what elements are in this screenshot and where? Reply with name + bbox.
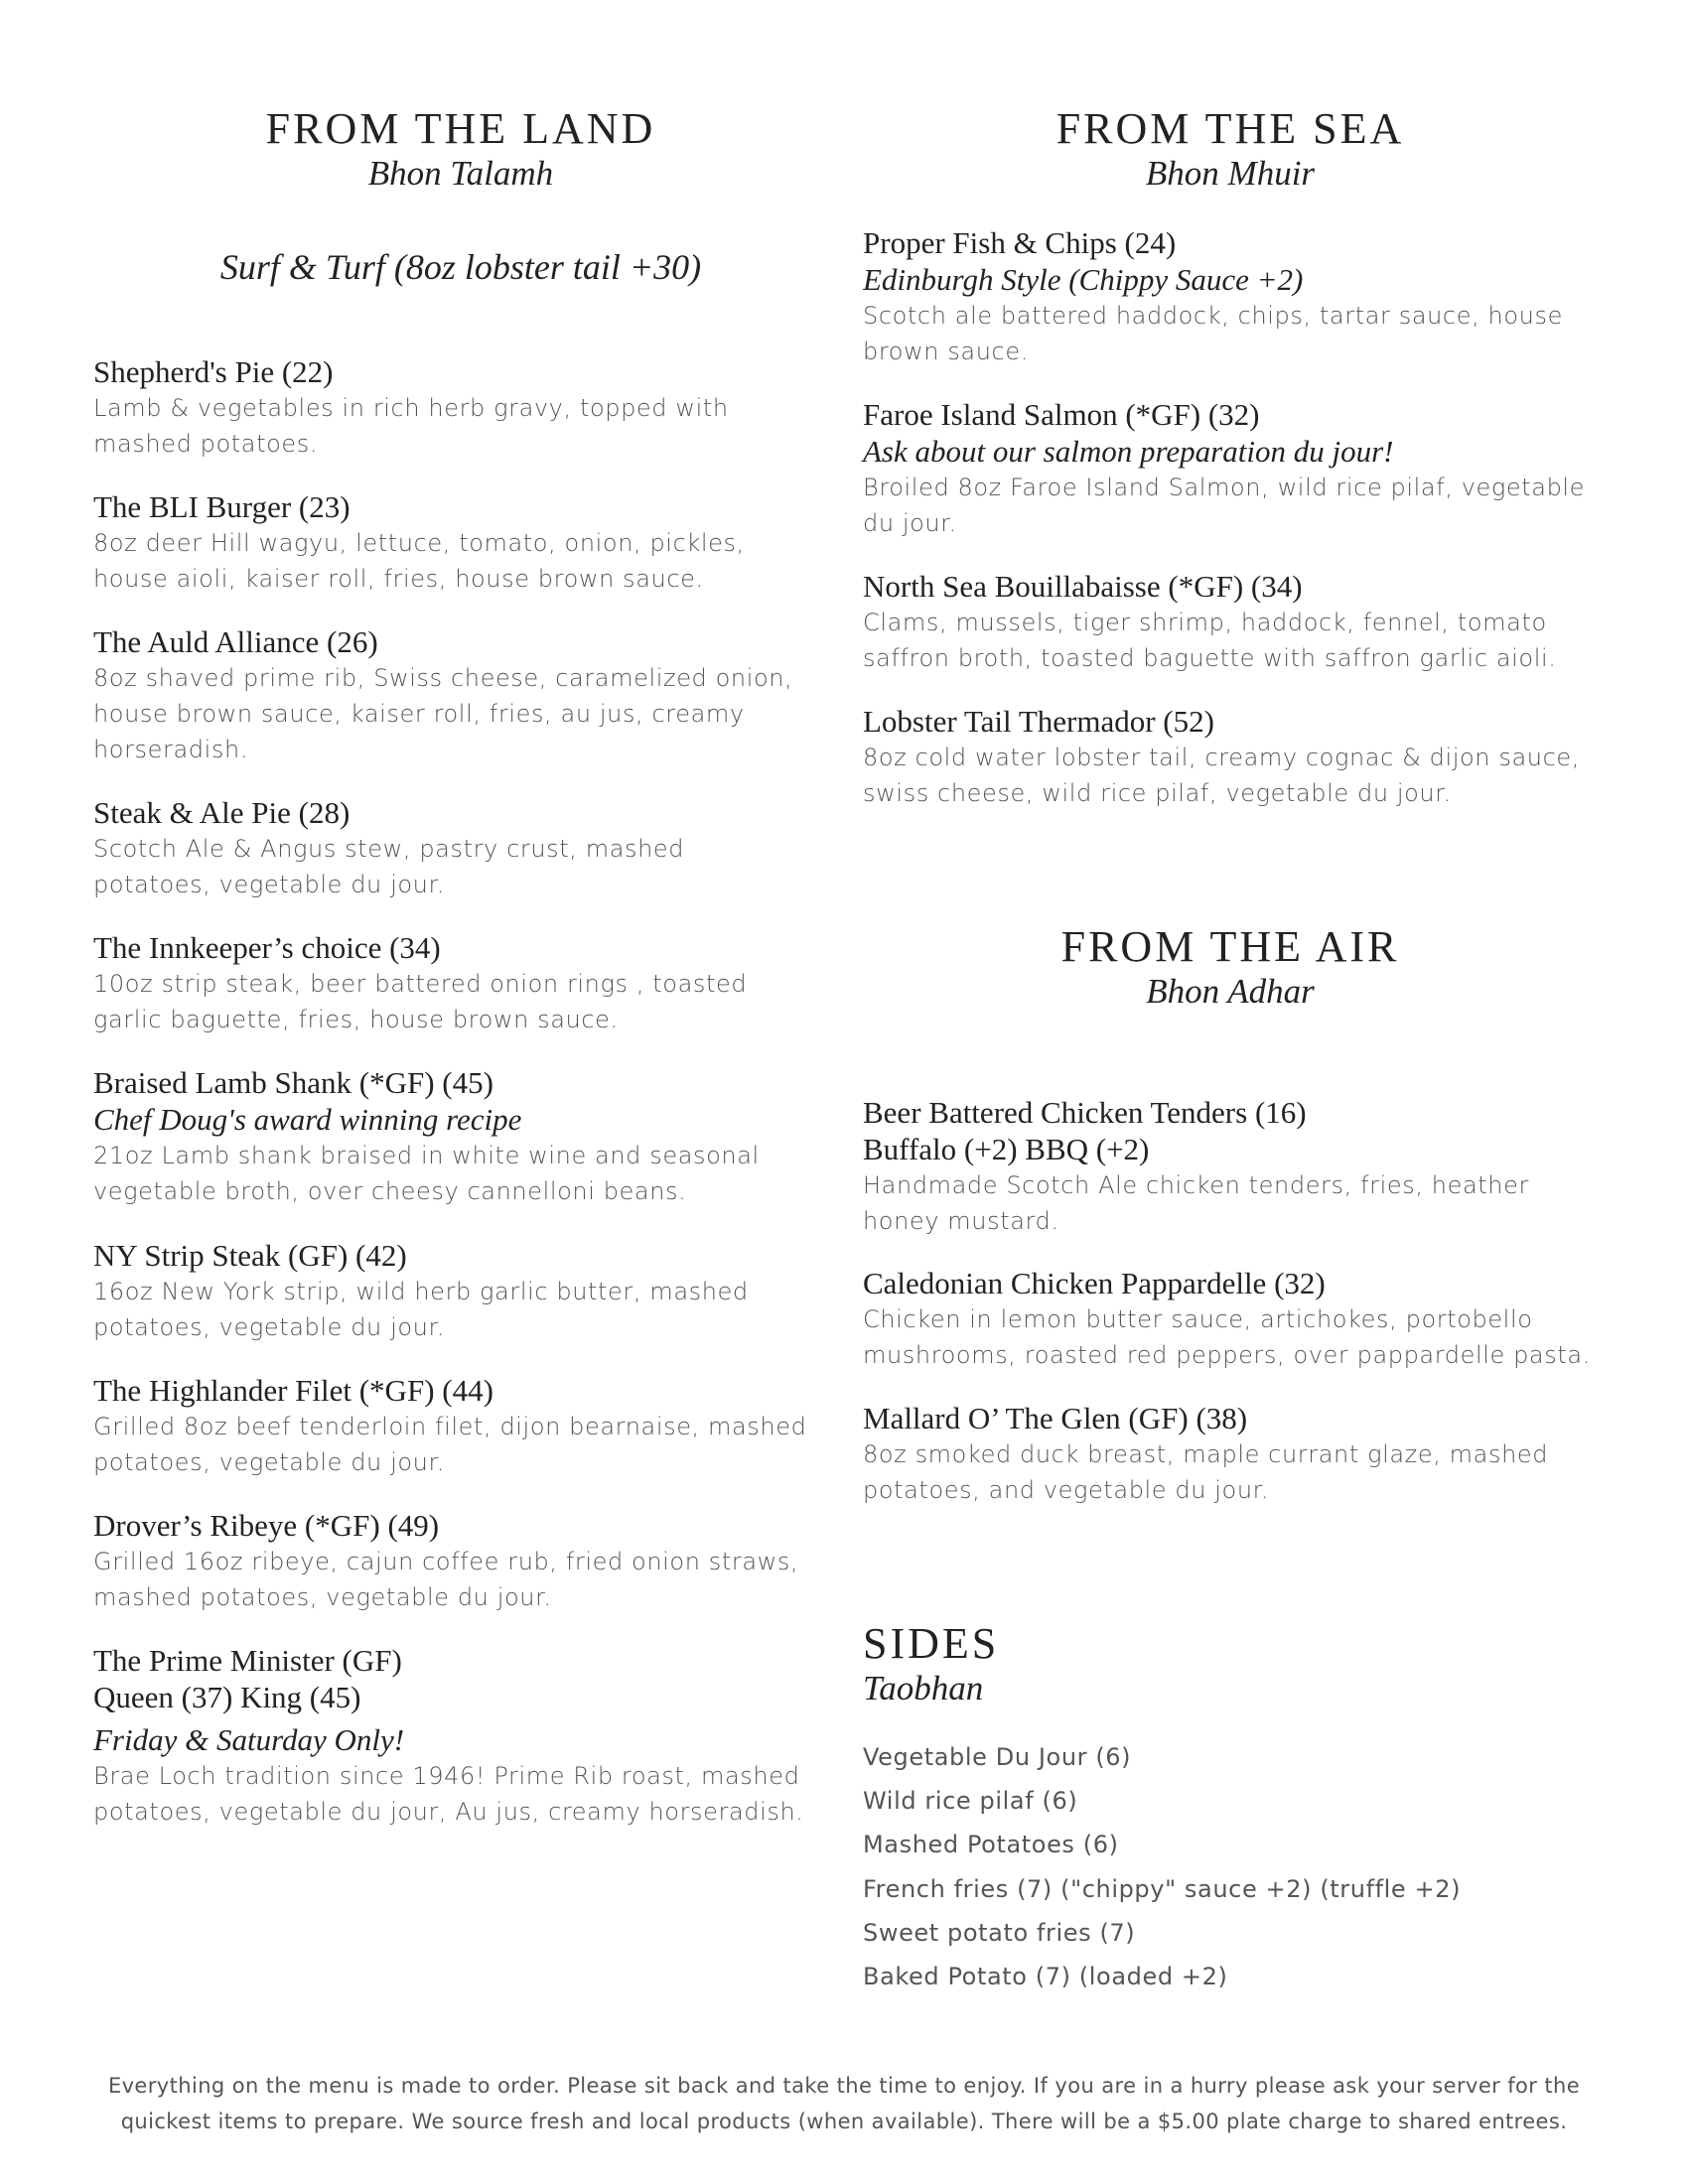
item-name: Steak & Ale Pie (28) <box>93 795 351 830</box>
item-name: Drover’s Ribeye (*GF) (49) <box>93 1508 440 1543</box>
item-description: 10oz strip steak, beer battered onion rings , toasted garlic baguette, fries, house brown sauce. <box>93 970 748 1033</box>
menu-item-highlander-filet <box>93 1372 808 1480</box>
menu-item-steak-ale-pie <box>93 794 808 902</box>
item-description: Handmade Scotch Ale chicken tenders, fries, heather honey mustard. <box>863 1171 1529 1235</box>
item-name: The Prime Minister (GF) <box>93 1643 402 1678</box>
item-note: Edinburgh Style (Chippy Sauce +2) <box>863 262 1304 297</box>
menu-item-shepherds-pie <box>93 353 808 462</box>
menu-item-chicken-tenders <box>863 1094 1598 1239</box>
item-description: 16oz New York strip, wild herb garlic butter, mashed potatoes, vegetable du jour. <box>93 1278 749 1341</box>
item-size-prices: Queen (37) King (45) <box>93 1680 361 1714</box>
item-note: Chef Doug's award winning recipe <box>93 1102 522 1137</box>
item-description: Scotch ale battered haddock, chips, tartar sauce, house brown sauce. <box>863 302 1563 365</box>
menu-item-north-sea-bouillabaisse <box>863 568 1598 676</box>
item-description: 8oz smoked duck breast, maple currant glaze, mashed potatoes, and vegetable du jour. <box>863 1440 1549 1504</box>
sea-section-header <box>863 105 1598 195</box>
air-subtitle: Bhon Adhar <box>1146 972 1315 1012</box>
item-name: Braised Lamb Shank (*GF) (45) <box>93 1065 493 1100</box>
item-description: Brae Loch tradition since 1946! Prime Rib roast, mashed potatoes, vegetable du jour, Au jus, creamy horseradish. <box>93 1762 804 1826</box>
item-note: Ask about our salmon preparation du jour! <box>863 434 1394 469</box>
side-item-mashed-potatoes: Mashed Potatoes (6) <box>863 1831 1119 1858</box>
footer-line-1: Everything on the menu is made to order. Please sit back and take the time to enjoy. If you are in a hurry please ask your server for the <box>107 2074 1581 2098</box>
item-name: The Auld Alliance (26) <box>93 624 378 659</box>
item-description: Grilled 8oz beef tenderloin filet, dijon bearnaise, mashed potatoes, vegetable du jour. <box>93 1413 807 1476</box>
item-description: Lamb & vegetables in rich herb gravy, topped with mashed potatoes. <box>93 394 729 458</box>
item-description: Grilled 16oz ribeye, cajun coffee rub, fried onion straws, mashed potatoes, vegetable du jour. <box>93 1548 799 1611</box>
footer-note <box>99 2068 1589 2139</box>
item-name: Shepherd's Pie (22) <box>93 354 334 389</box>
side-item-vegetable-du-jour: Vegetable Du Jour (6) <box>863 1743 1132 1771</box>
sides-title: SIDES <box>863 1619 1000 1668</box>
sea-title: FROM THE SEA <box>1055 104 1405 153</box>
item-name: The BLI Burger (23) <box>93 489 351 524</box>
land-section-header <box>93 105 828 195</box>
item-name: Lobster Tail Thermador (52) <box>863 704 1214 739</box>
item-name: The Innkeeper’s choice (34) <box>93 930 441 965</box>
item-description: 8oz shaved prime rib, Swiss cheese, caramelized onion, house brown sauce, kaiser roll, fries, au jus, creamy horseradish. <box>93 664 793 763</box>
menu-item-drovers-ribeye <box>93 1507 808 1615</box>
side-item-baked-potato: Baked Potato (7) (loaded +2) <box>863 1963 1228 1990</box>
item-name: North Sea Bouillabaisse (*GF) (34) <box>863 569 1303 604</box>
menu-item-fish-and-chips <box>863 224 1598 369</box>
menu-item-faroe-island-salmon <box>863 396 1598 541</box>
item-description: Chicken in lemon butter sauce, artichokes, portobello mushrooms, roasted red peppers, over pappardelle pasta. <box>863 1305 1591 1369</box>
item-name: Proper Fish & Chips (24) <box>863 225 1177 260</box>
surf-turf-note: Surf & Turf (8oz lobster tail +30) <box>219 247 702 287</box>
land-subtitle: Bhon Talamh <box>367 154 554 194</box>
sea-subtitle: Bhon Mhuir <box>1145 154 1316 194</box>
sides-subtitle: Taobhan <box>863 1669 984 1708</box>
air-section-header <box>863 923 1598 1013</box>
item-description: 21oz Lamb shank braised in white wine and seasonal vegetable broth, over cheesy cannelloni beans. <box>93 1142 760 1205</box>
item-name: Mallard O’ The Glen (GF) (38) <box>863 1401 1248 1435</box>
air-title: FROM THE AIR <box>1060 922 1400 971</box>
item-name: The Highlander Filet (*GF) (44) <box>93 1373 493 1408</box>
item-name: Beer Battered Chicken Tenders (16) <box>863 1095 1307 1130</box>
menu-item-ny-strip-steak <box>93 1237 808 1345</box>
side-item-sweet-potato-fries: Sweet potato fries (7) <box>863 1919 1136 1947</box>
menu-item-mallard-o-the-glen <box>863 1400 1598 1508</box>
item-description: Broiled 8oz Faroe Island Salmon, wild rice pilaf, vegetable du jour. <box>863 474 1586 537</box>
sides-section-header <box>863 1620 999 1709</box>
menu-item-auld-alliance <box>93 623 808 767</box>
menu-item-innkeepers-choice <box>93 929 808 1037</box>
item-sauce-options: Buffalo (+2) BBQ (+2) <box>863 1132 1150 1166</box>
item-description: 8oz cold water lobster tail, creamy cognac & dijon sauce, swiss cheese, wild rice pilaf, vegetable du jour. <box>863 744 1580 807</box>
land-title: FROM THE LAND <box>265 104 656 153</box>
menu-item-braised-lamb-shank <box>93 1064 808 1209</box>
item-description: Clams, mussels, tiger shrimp, haddock, fennel, tomato saffron broth, toasted baguette with saffron garlic aioli. <box>863 609 1557 672</box>
side-item-french-fries: French fries (7) ("chippy" sauce +2) (truffle +2) <box>863 1875 1462 1903</box>
item-name: Faroe Island Salmon (*GF) (32) <box>863 397 1260 432</box>
item-note: Friday & Saturday Only! <box>93 1722 405 1757</box>
footer-line-2: quickest items to prepare. We source fresh and local products (when available). There will be a $5.00 plate charge to shared entrees. <box>120 2110 1568 2133</box>
side-item-wild-rice-pilaf: Wild rice pilaf (6) <box>863 1787 1078 1815</box>
item-description: Scotch Ale & Angus stew, pastry crust, mashed potatoes, vegetable du jour. <box>93 835 685 898</box>
menu-item-prime-minister <box>93 1642 808 1830</box>
menu-item-lobster-tail-thermador <box>863 703 1598 811</box>
item-name: NY Strip Steak (GF) (42) <box>93 1238 407 1273</box>
item-description: 8oz deer Hill wagyu, lettuce, tomato, onion, pickles, house aioli, kaiser roll, fries, house brown sauce. <box>93 529 745 593</box>
menu-item-chicken-pappardelle <box>863 1265 1598 1373</box>
item-name: Caledonian Chicken Pappardelle (32) <box>863 1266 1326 1300</box>
menu-item-bli-burger <box>93 488 808 597</box>
